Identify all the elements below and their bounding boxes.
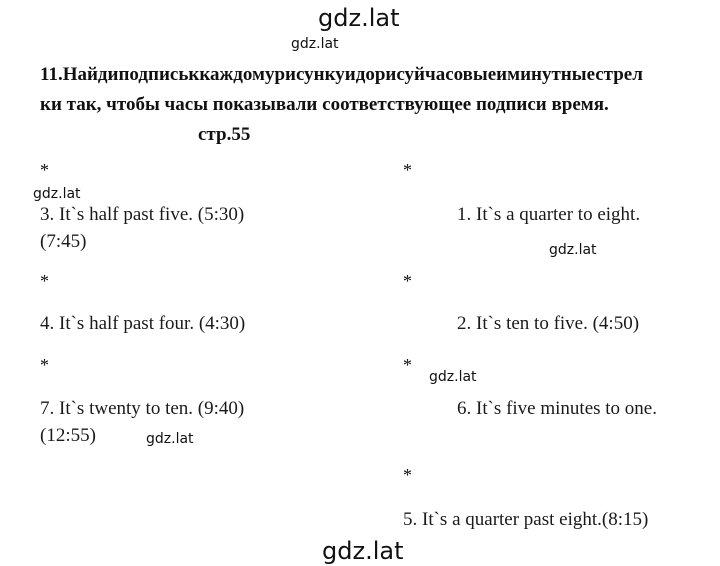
- watermark-left-2: gdz.lat: [146, 431, 194, 447]
- clock-placeholder-star: *: [40, 160, 49, 180]
- clock-placeholder-star: *: [403, 465, 412, 485]
- watermark-bottom-large: gdz.lat: [322, 537, 404, 565]
- clock-placeholder-star: *: [403, 160, 412, 180]
- caption-item-5: 5. It`s a quarter past eight.(8:15): [403, 509, 649, 530]
- caption-item-7-extra: (12:55): [40, 425, 96, 446]
- caption-item-3-extra: (7:45): [40, 231, 87, 252]
- task-heading-line-2: ки так, чтобы часы показывали соответствующее подписи время.: [40, 94, 609, 115]
- caption-item-6: 6. It`s five minutes to one.: [457, 398, 657, 419]
- watermark-right-2: gdz.lat: [429, 369, 477, 385]
- clock-placeholder-star: *: [40, 355, 49, 375]
- caption-item-3: 3. It`s half past five. (5:30): [40, 204, 245, 225]
- watermark-top-large: gdz.lat: [318, 4, 400, 32]
- task-heading-line-1: 11.Найдиподписьккаждомурисункуидорисуйчасовыеиминутныестрел: [40, 64, 643, 85]
- watermark-left-1: gdz.lat: [33, 186, 81, 202]
- caption-item-4: 4. It`s half past four. (4:30): [40, 313, 246, 334]
- caption-item-2: 2. It`s ten to five. (4:50): [457, 313, 640, 334]
- watermark-right-1: gdz.lat: [549, 242, 597, 258]
- watermark-top-small: gdz.lat: [291, 36, 339, 52]
- clock-placeholder-star: *: [403, 271, 412, 291]
- page-reference: стр.55: [198, 124, 251, 145]
- clock-placeholder-star: *: [40, 271, 49, 291]
- caption-item-1: 1. It`s a quarter to eight.: [457, 204, 641, 225]
- clock-placeholder-star: *: [403, 355, 412, 375]
- caption-item-7: 7. It`s twenty to ten. (9:40): [40, 398, 245, 419]
